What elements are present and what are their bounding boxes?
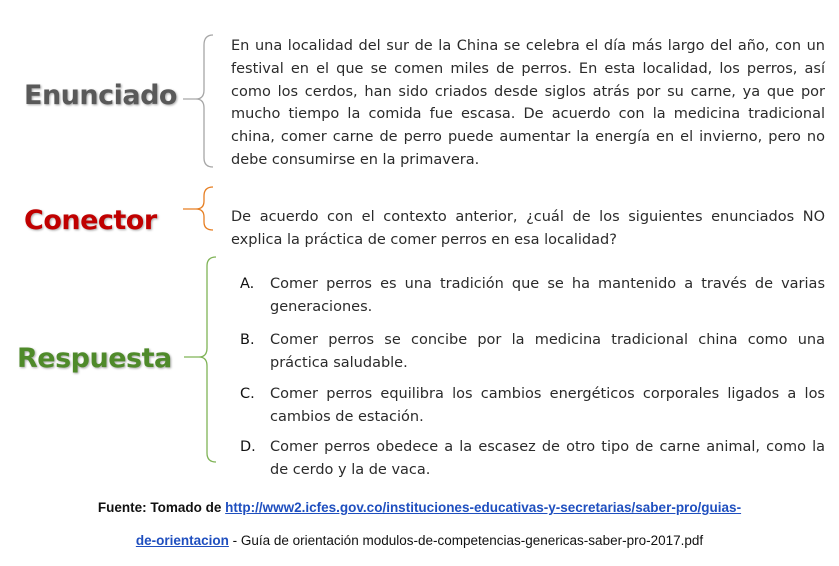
option-letter: D. — [240, 439, 256, 455]
source-suffix: - Guía de orientación modulos-de-competencias-genericas-saber-pro-2017.pdf — [228, 533, 704, 548]
conector-bracket — [183, 187, 213, 230]
option-text: Comer perros obedece a la escasez de otro tipo de carne animal, como la de cerdo y la de vaca. — [270, 439, 825, 478]
answer-option-c — [240, 383, 825, 429]
answer-option-d — [240, 436, 825, 482]
option-letter: B. — [240, 332, 255, 348]
source-prefix: Fuente: Tomado de — [97, 500, 226, 515]
conector-label: Conector — [24, 205, 157, 236]
conector-question: De acuerdo con el contexto anterior, ¿cuál de los siguientes enunciados NO explica la práctica de comer perros en esa localidad? — [231, 209, 825, 248]
enunciado-paragraph: En una localidad del sur de la China se celebra el día más largo del año, con un festival en el que se comen miles de perros. En esta localidad, los perros, así como los cerdos, han sido criados desde siglos atrás por su carne, ya que por mucho tiempo la comida fue escasa. De acuerdo con la medicina tradicional china, comer carne de perro puede aumentar la energía en el invierno, pero no debe consumirse en la primavera. — [231, 38, 825, 168]
option-letter: C. — [240, 386, 255, 402]
option-text: Comer perros se concibe por la medicina tradicional china como una práctica saludable. — [270, 332, 825, 371]
respuesta-bracket — [184, 257, 216, 462]
option-letter: A. — [240, 276, 255, 292]
source-line-1 — [0, 500, 839, 515]
respuesta-label: Respuesta — [17, 343, 172, 374]
option-text: Comer perros equilibra los cambios energéticos corporales ligados a los cambios de estación. — [270, 386, 825, 425]
answer-option-b — [240, 329, 825, 375]
enunciado-label: Enunciado — [24, 80, 177, 111]
source-line-2 — [0, 533, 839, 548]
option-text: Comer perros es una tradición que se ha mantenido a través de varias generaciones. — [270, 276, 825, 315]
enunciado-bracket — [183, 35, 213, 167]
answer-option-a — [240, 273, 825, 319]
source-link-part2[interactable]: de-orientacion — [135, 533, 229, 548]
source-link-part1[interactable]: http://www2.icfes.gov.co/instituciones-educativas-y-secretarias/saber-pro/guias- — [225, 500, 742, 515]
